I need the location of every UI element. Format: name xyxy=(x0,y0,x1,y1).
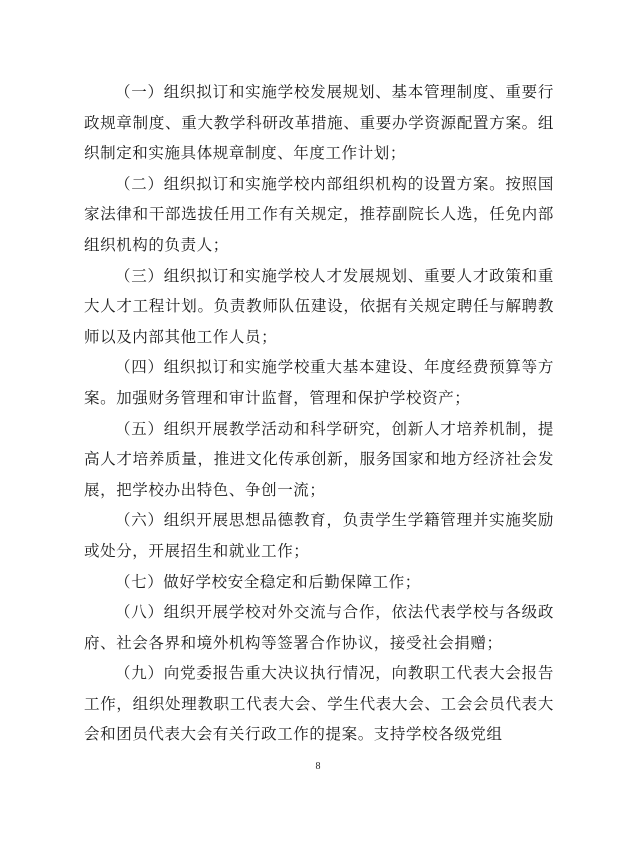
paragraph-item-6: （六）组织开展思想品德教育，负责学生学籍管理并实施奖励或处分，开展招生和就业工作； xyxy=(84,511,554,560)
paragraph-item-7: （七）做好学校安全稳定和后勤保障工作； xyxy=(115,572,421,591)
paragraph-item-9: （九）向党委报告重大决议执行情况，向教职工代表大会报告工作，组织处理教职工代表大会、学生代表大会、工会会员代表大会和团员代表大会有关行政工作的提案。支持学校各级党组 xyxy=(84,664,554,744)
paragraph-item-8: （八）组织开展学校对外交流与合作，依法代表学校与各级政府、社会各界和境外机构等签署合作协议，接受社会捐赠； xyxy=(84,603,554,652)
page-number: 8 xyxy=(315,761,321,772)
paragraph-item-2: （二）组织拟订和实施学校内部组织机构的设置方案。按照国家法律和干部选拔任用工作有关规定，推荐副院长人选，任免内部组织机构的负责人； xyxy=(84,174,554,254)
paragraph-item-1: （一）组织拟订和实施学校发展规划、基本管理制度、重要行政规章制度、重大教学科研改革措施、重要办学资源配置方案。组织制定和实施具体规章制度、年度工作计划； xyxy=(84,83,554,163)
paragraph-item-5: （五）组织开展教学活动和科学研究，创新人才培养机制，提高人才培养质量，推进文化传承创新，服务国家和地方经济社会发展，把学校办出特色、争创一流； xyxy=(84,419,554,499)
paragraph-item-4: （四）组织拟订和实施学校重大基本建设、年度经费预算等方案。加强财务管理和审计监督，管理和保护学校资产； xyxy=(84,358,554,407)
paragraph-item-3: （三）组织拟订和实施学校人才发展规划、重要人才政策和重大人才工程计划。负责教师队伍建设，依据有关规定聘任与解聘教师以及内部其他工作人员； xyxy=(84,266,554,346)
document-body xyxy=(84,77,554,750)
